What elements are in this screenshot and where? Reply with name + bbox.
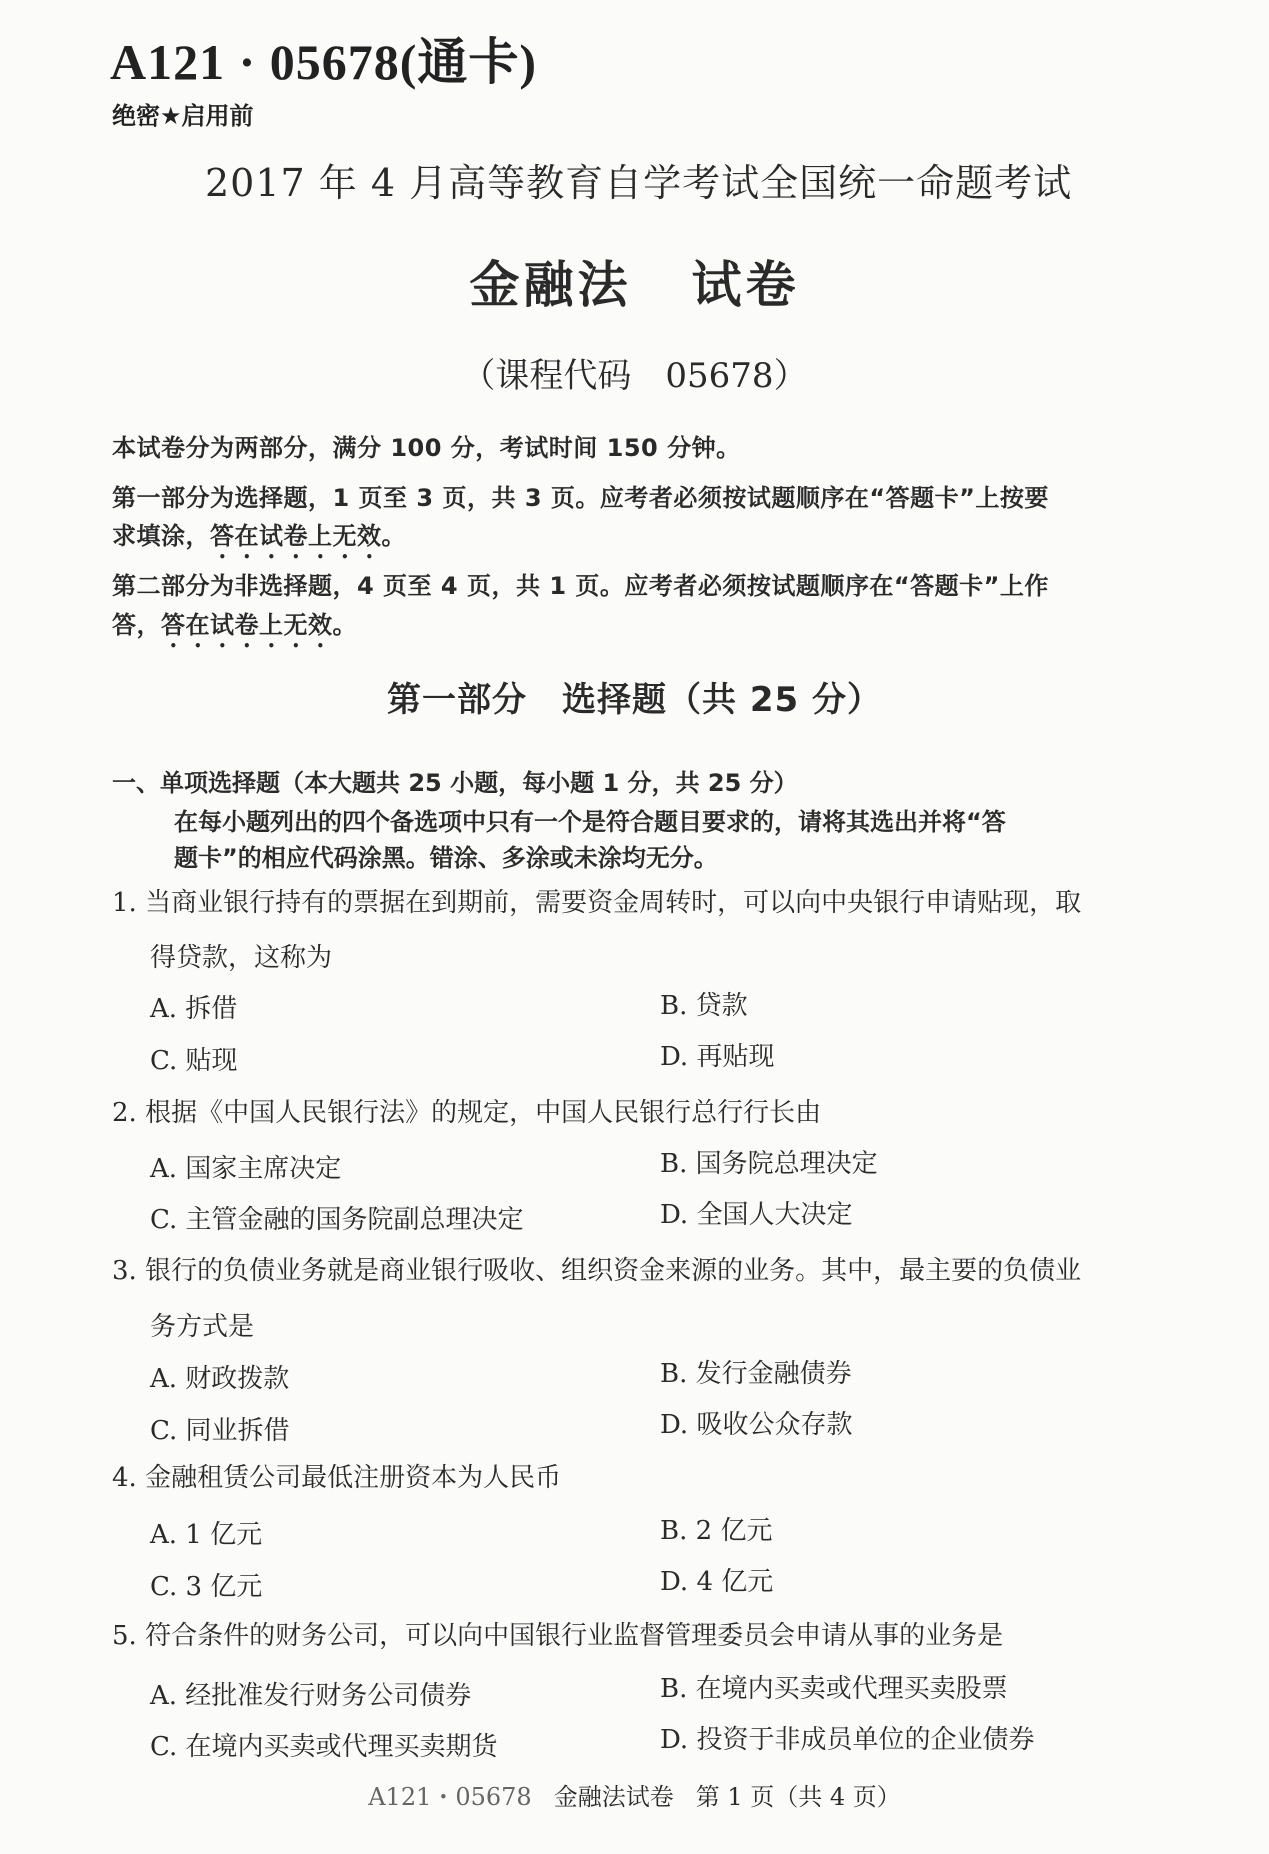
option-b: B. 发行金融债券 <box>660 1359 852 1389</box>
option-b: B. 贷款 <box>660 991 748 1021</box>
option-a: A. 国家主席决定 <box>150 1154 342 1184</box>
option-c: C. 在境内买卖或代理买卖期货 <box>150 1732 498 1762</box>
confidential-label: 绝密★启用前 <box>112 102 254 130</box>
question-stem: 3. 银行的负债业务就是商业银行吸收、组织资金来源的业务。其中，最主要的负债业 <box>112 1256 1082 1286</box>
paper-title-suffix: 试卷 <box>691 255 800 314</box>
option-c: C. 主管金融的国务院副总理决定 <box>150 1205 524 1235</box>
option-b: B. 国务院总理决定 <box>660 1149 878 1179</box>
instruction-line-4: 第二部分为非选择题，4 页至 4 页，共 1 页。应考者必须按试题顺序在“答题卡”上作 <box>112 572 1049 600</box>
option-c: C. 同业拆借 <box>150 1416 290 1446</box>
section-description-line-1: 在每小题列出的四个备选项中只有一个是符合题目要求的，请将其选出并将“答 <box>174 808 1006 836</box>
emphasis-text: 答在试卷上无效 <box>161 611 333 639</box>
instruction-text: 答， <box>112 611 161 639</box>
course-code: （课程代码 05678） <box>461 356 808 396</box>
instruction-line-3 <box>112 516 406 564</box>
question-stem: 2. 根据《中国人民银行法》的规定，中国人民银行总行行长由 <box>112 1098 822 1128</box>
instruction-text: 。 <box>332 611 357 639</box>
paper-title <box>0 245 1269 317</box>
option-a: A. 财政拨款 <box>150 1364 290 1394</box>
question-stem: 4. 金融租赁公司最低注册资本为人民币 <box>112 1463 562 1493</box>
option-b: B. 在境内买卖或代理买卖股票 <box>660 1674 1008 1704</box>
question-stem-cont: 得贷款，这称为 <box>150 943 333 973</box>
footer-page-info: 第 1 页（共 4 页） <box>695 1783 901 1811</box>
option-d: D. 全国人大决定 <box>660 1200 853 1230</box>
question-stem-cont: 务方式是 <box>150 1312 255 1342</box>
paper-title-subject: 金融法 <box>469 255 632 314</box>
instruction-line-2: 第一部分为选择题，1 页至 3 页，共 3 页。应考者必须按试题顺序在“答题卡”上按要 <box>112 484 1049 512</box>
section-description-line-2: 题卡”的相应代码涂黑。错涂、多涂或未涂均无分。 <box>174 844 718 872</box>
part-one-title: 第一部分 选择题（共 25 分） <box>387 680 882 720</box>
option-a: A. 拆借 <box>150 994 238 1024</box>
option-c: C. 3 亿元 <box>150 1572 263 1602</box>
emphasis-text: 答在试卷上无效 <box>210 522 382 550</box>
option-b: B. 2 亿元 <box>660 1516 773 1546</box>
page-footer <box>0 1777 1269 1812</box>
option-d: D. 投资于非成员单位的企业债券 <box>660 1725 1035 1755</box>
question-stem: 5. 符合条件的财务公司，可以向中国银行业监督管理委员会申请从事的业务是 <box>112 1621 1004 1651</box>
option-a: A. 经批准发行财务公司债券 <box>150 1681 472 1711</box>
option-d: D. 吸收公众存款 <box>660 1410 853 1440</box>
paper-code-title: A121 · 05678(通卡) <box>110 34 538 90</box>
option-d: D. 4 亿元 <box>660 1567 774 1597</box>
question-stem: 1. 当商业银行持有的票据在到期前，需要资金周转时，可以向中央银行申请贴现，取 <box>112 888 1082 918</box>
instruction-text: 求填涂， <box>112 522 210 550</box>
section-heading: 一、单项选择题（本大题共 25 小题，每小题 1 分，共 25 分） <box>112 769 798 797</box>
footer-paper-code: A121・05678 <box>368 1783 532 1811</box>
instruction-line-5 <box>112 605 357 653</box>
option-a: A. 1 亿元 <box>150 1520 263 1550</box>
option-d: D. 再贴现 <box>660 1042 775 1072</box>
exam-title: 2017 年 4 月高等教育自学考试全国统一命题考试 <box>205 161 1073 205</box>
instruction-text: 。 <box>381 522 406 550</box>
instruction-line-1: 本试卷分为两部分，满分 100 分，考试时间 150 分钟。 <box>112 434 741 462</box>
option-c: C. 贴现 <box>150 1046 238 1076</box>
footer-paper-name: 金融法试卷 <box>553 1783 674 1811</box>
